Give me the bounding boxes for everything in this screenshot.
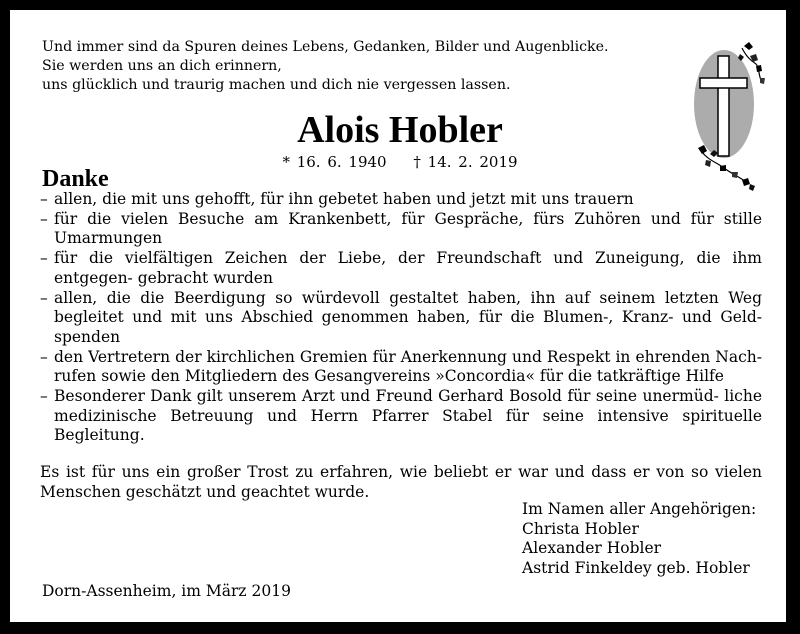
list-item-text: für die vielfältigen Zeichen der Liebe, der Freundschaft und Zuneigung, die ihm entgegen- gebracht wurden <box>54 249 762 287</box>
thanks-list <box>40 190 762 446</box>
place-date: Dorn-Assenheim, im März 2019 <box>42 582 291 600</box>
signer-name: Christa Hobler <box>522 519 639 538</box>
death-date: † 14. 2. 2019 <box>413 153 518 171</box>
list-item <box>40 210 762 249</box>
list-item-text: den Vertretern der kirchlichen Gremien für Anerkennung und Respekt in ehrenden Nach- rufen sowie den Mitgliedern des Gesangvereins »Concordia« für die tatkräftige Hilfe <box>54 347 762 386</box>
list-item-text: Besonderer Dank gilt unserem Arzt und Freund Gerhard Bosold für seine unermüd- liche medizinische Betreuung und Herrn Pfarrer Stabel für seine intensive spirituelle Begleitung. <box>54 387 762 445</box>
dash-marker: – <box>40 190 48 208</box>
signatures <box>522 500 756 579</box>
list-item <box>40 387 762 446</box>
closing-paragraph: Es ist für uns ein großer Trost zu erfahren, wie beliebt er war und dass er von so vielen Menschen geschätzt und geachtet wurde. <box>40 463 762 501</box>
motto-line: uns glücklich und traurig machen und dich nie vergessen lassen. <box>42 77 511 93</box>
motto-verse <box>42 38 609 95</box>
signer-name: Astrid Finkeldey geb. Hobler <box>522 559 750 578</box>
signature-intro: Im Namen aller Angehörigen: <box>522 500 757 518</box>
list-item-text: allen, die mit uns gehofft, für ihn gebetet haben und jetzt mit uns trauern <box>54 190 634 208</box>
list-item-text: für die vielen Besuche am Krankenbett, für Gespräche, fürs Zuhören und für stille Umarmungen <box>54 209 762 248</box>
list-item <box>40 289 762 348</box>
motto-line: Und immer sind da Spuren deines Lebens, Gedanken, Bilder und Augenblicke. <box>42 39 609 55</box>
signer-name: Alexander Hobler <box>522 539 662 558</box>
list-item <box>40 190 762 210</box>
dash-marker: – <box>40 209 48 228</box>
deceased-name: Alois Hobler <box>297 109 503 151</box>
list-item-text: allen, die die Beerdigung so würdevoll gestaltet haben, ihn auf seinem letzten Weg begleitet und mit uns Abschied genommen haben, für die Blumen-, Kranz- und Geld- spenden <box>54 288 762 346</box>
dash-marker: – <box>40 347 48 366</box>
thanks-heading: Danke <box>42 166 109 192</box>
dash-marker: – <box>40 387 48 406</box>
dash-marker: – <box>40 288 48 307</box>
dash-marker: – <box>40 249 48 268</box>
list-item <box>40 249 762 288</box>
obituary-notice <box>8 8 788 624</box>
life-dates <box>10 153 790 171</box>
birth-date: * 16. 6. 1940 <box>282 153 387 171</box>
list-item <box>40 348 762 387</box>
motto-line: Sie werden uns an dich erinnern, <box>42 58 282 74</box>
